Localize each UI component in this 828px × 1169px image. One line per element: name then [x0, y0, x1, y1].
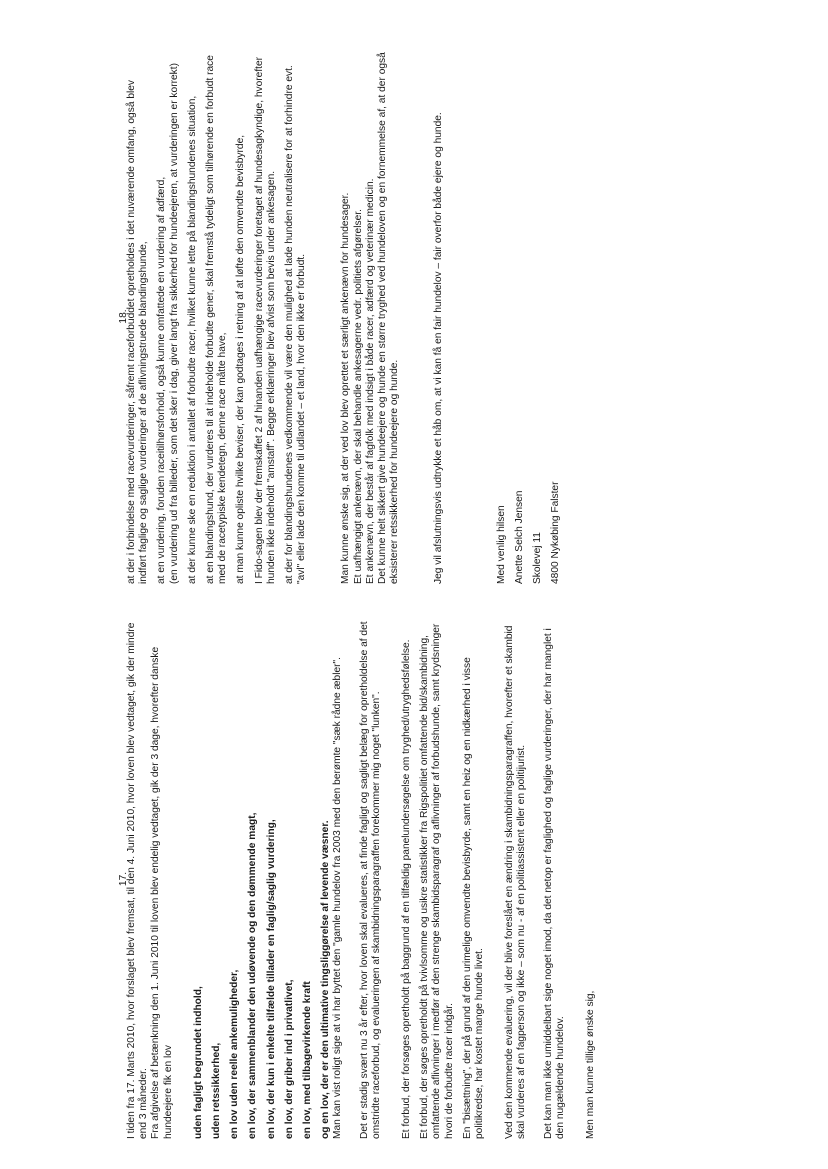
list-item: en lov, der griber ind i privatlivet,: [283, 979, 295, 1139]
list-item: at der i forbindelse med racevurderinger, såfremt raceforbuddet opretholdes i det nuværende omfang, også blev indført faglige og saglige vurderinger af de aflivningstruede blandingshunde,: [126, 79, 150, 584]
paragraph: En "bisættning", der på grund af den urimelige omvendte bevisbyrde, samt en heiz og en nidkærhed i visse politikredse, har kostet mange hunde livet.: [461, 657, 486, 1139]
paragraph: Det er stadig svært nu 3 år efter, hvor loven skal evalueres, at finde fagligt og sagligt belæg for opretholdelse af det omstridte raceforbud, og evalueringen af skambidningsparagraffen forekommer mig noget "lunken".: [358, 621, 382, 1139]
signature-street: Skolevej 11: [532, 532, 544, 584]
paragraph: Fra afgivelse af betænkning den 1. Juni 2010 til loven blev endelig vedtaget, gik der 3 dage, hvorefter danske hundeejere fik en lov: [150, 646, 174, 1139]
list-item: og en lov, der er den ultimative tingsliggørelse af levende væsner.: [320, 820, 332, 1139]
paragraph: I tiden fra 17. Marts 2010, hvor forslaget blev fremsat, til den 4. Juni 2010, hvor loven blev vedtaget, gik der mindre end 3 måneder.: [126, 622, 150, 1139]
closing-paragraph: Jeg vil afslutningsvis udtrykke et håb om, at vi kan få en fair hundelov – fair overfor både ejere og hunde.: [433, 112, 445, 584]
list-item: at der for blandingshundenes vedkommende vil være den mulighed at lade hunden neutralisere for at forhindre evt. "avl" eller lade den komme til udlandet – et land, hvor den ikke er forbudt.: [284, 65, 308, 584]
note: I Fido-sagen blev der fremskaffet 2 af hinanden uafhængige racevurderinger foretaget af hundesagkyndige, hvorefter hunden ikke indeholdt "amstaff". Begge erklæringer blev afvist som bevis under ankesagen.: [253, 56, 277, 584]
page-17: [0, 619, 828, 1139]
note: (en vurdering ud fra billeder, som det sker i dag, giver langt fra sikkerhed for hundeejeren, at vurderingen er korrekt): [168, 63, 180, 584]
paragraph: Man kunne ønske sig, at der ved lov blev oprettet et særligt ankenævn for hundesager.: [340, 192, 352, 584]
bold-list: [193, 619, 333, 1139]
paragraph: Et ankenævn, der består af fagfolk med indsigt i både racer, adfærd og veterinær medicin.: [364, 178, 376, 584]
list-item: at en blandingshund, der vurderes til at indeholde forbudte gener, skal fremstå tydeligt som tilhørende en forbudt race med de racetypiske kendetegn, denne race måtte have,: [205, 55, 229, 584]
paragraph: Men man kunne tillige ønske sig,: [585, 990, 597, 1139]
list-item: uden retssikkerhed,: [211, 1042, 223, 1139]
paragraph: Et forbud, der søges opretholdt på tvivlsomme og usikre statistikker fra Rigspolitiet omfattende bid/skambidning, omfattende aflivninger i medfør af den strenge skambidsparagraf og aflivninger af forbudshunde, samt krydsninger hvori de forbudte racer indgår.: [419, 623, 455, 1139]
list-item: at der kunne ske en reduktion i antallet af forbudte racer, hvilket kunne lette på blandingshundenes situation,: [186, 95, 198, 584]
signature-block: [496, 49, 563, 584]
list-item: en lov, der sammenblander den udøvende og den dømmende magt,: [247, 812, 259, 1139]
page-18: [0, 49, 828, 584]
paragraph: Et uafhængigt ankenævn, der skal behandle ankesagerne vedr. politiets afgørelser.: [352, 209, 364, 584]
list-item: uden fagligt begrundet indhold,: [192, 986, 204, 1139]
list-item: en lov, med tilbagevirkende kraft: [302, 981, 314, 1139]
paragraph: Ved den kommende evaluering, vil der blive foreslået en ændring i skambidningsparagraffen, hvorefter et skambid skal vurderes af en fagperson og ikke – som nu - af en politiassistent eller en politijurist.: [504, 625, 528, 1139]
paragraph: Et forbud, der forsøges opretholdt på baggrund af en tilfældig panelundersøgelse om tryghed/utryghedsfølelse.: [401, 639, 413, 1139]
paragraph: Det kan man ikke umiddelbart sige noget imod, da det netop er faglighed og faglige vurderinger, der har manglet i den nugældende hundelov.: [542, 628, 566, 1139]
signature-name: Anette Selch Jensen: [513, 490, 525, 584]
list-item: at en vurdering, foruden raceitilhørsforhold, også kunne omfattede en vurdering af adfærd,: [156, 176, 168, 584]
paragraph: Man kan vist roligt sige at vi har byttet den "gamle hundelov fra 2003 med den berømte "sæk rådne æbler".: [332, 657, 344, 1139]
list-item: en lov, der kun i enkelte tilfælde tillader en faglig/saglig vurdering,: [265, 819, 277, 1139]
page-number: 17.: [118, 871, 129, 887]
list-item: en lov uden reelle ankemuligheder,: [229, 969, 241, 1139]
page-18-body: [126, 49, 568, 584]
page-17-body: [126, 619, 603, 1139]
paragraph: Det kunne helt sikkert give hundeejere og hunde en større tryghed ved hundeloven og en fornemmelse af, at der også eksisterer retssikkerhed for hundeejere og hunde.: [377, 52, 401, 584]
signature-greeting: Med venlig hilsen: [495, 505, 507, 584]
list-item: at man kunne opliste hvilke beviser, der kan godtages i retning af at løfte den omvendte bevisbyrde,: [235, 134, 247, 584]
signature-city: 4800 Nykøbing Falster: [550, 481, 562, 584]
page-number: 18.: [118, 309, 129, 324]
